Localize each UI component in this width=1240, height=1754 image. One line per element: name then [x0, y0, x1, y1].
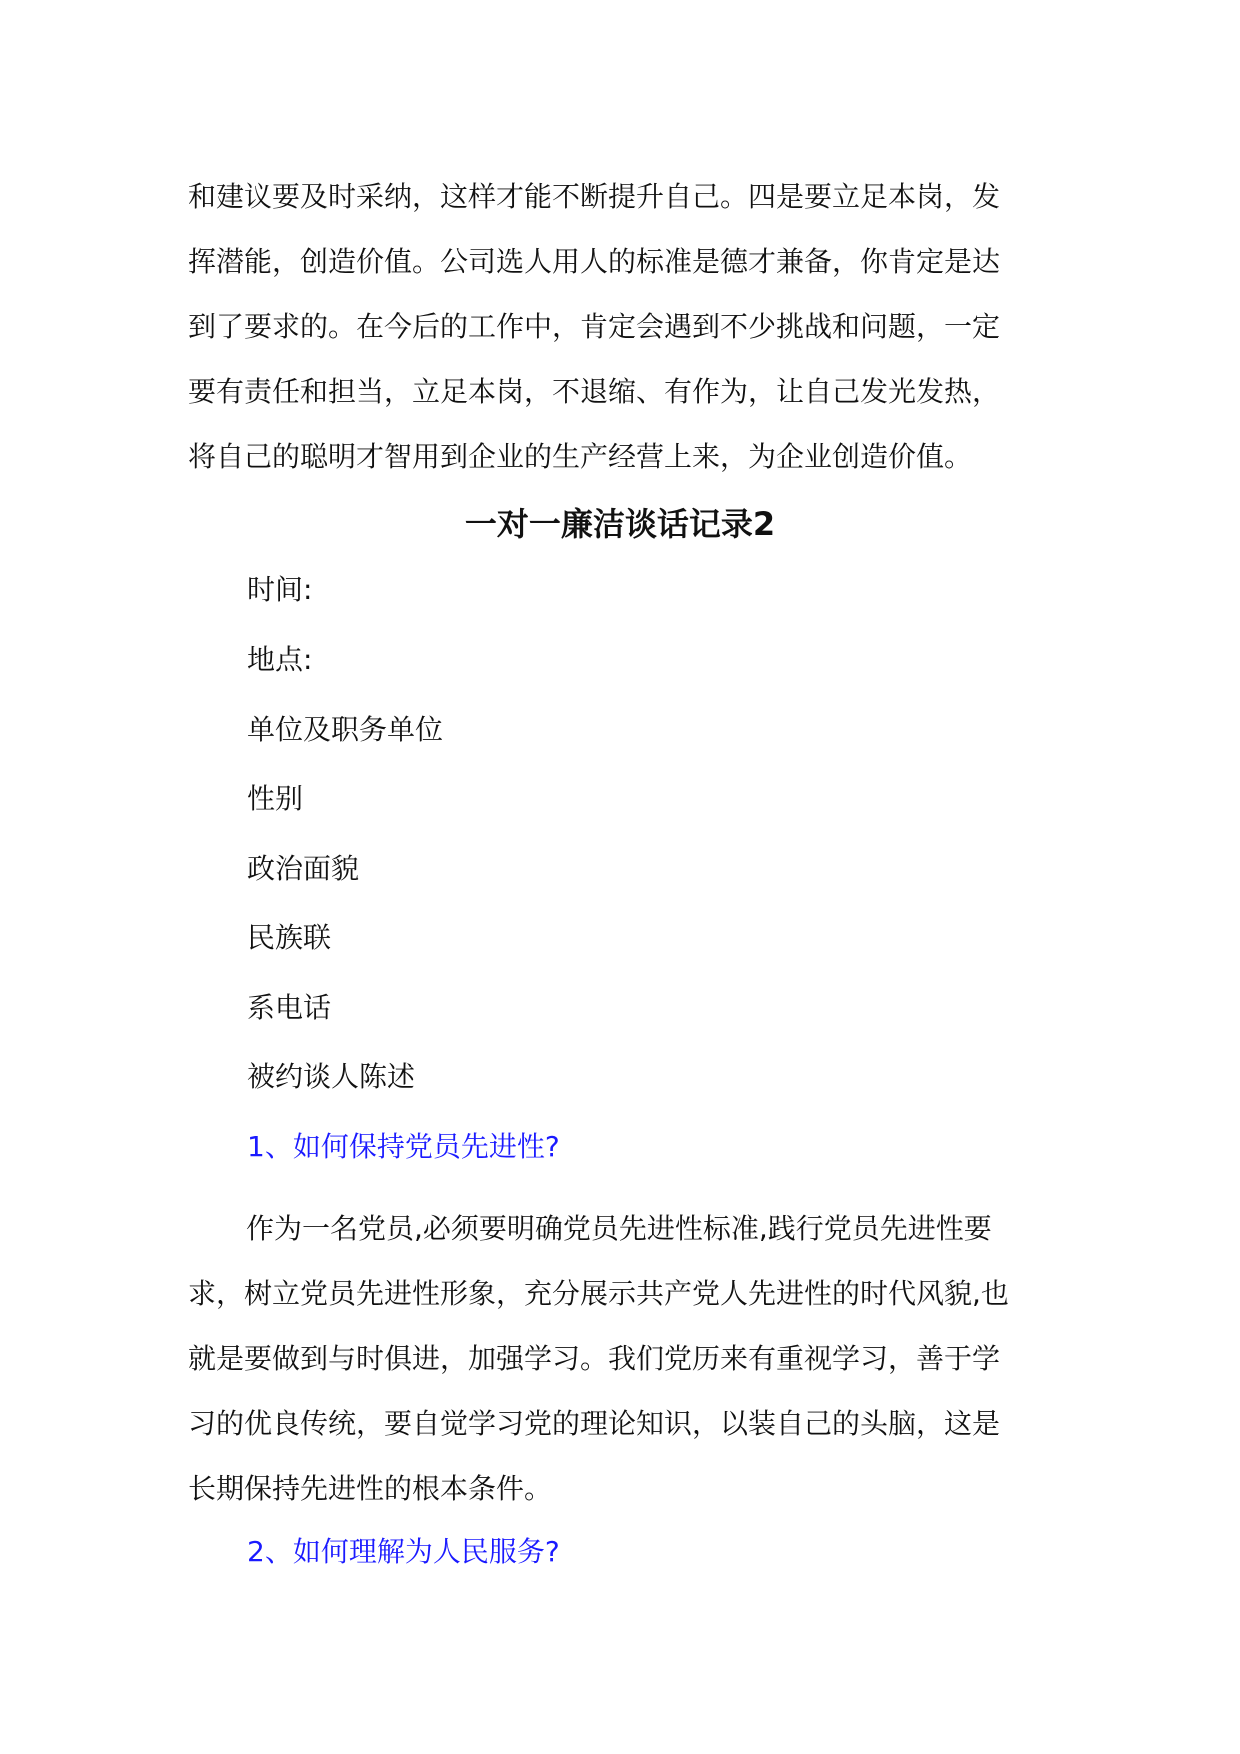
field-gender: 性别 [247, 782, 304, 815]
answer-paragraph-1 [188, 1196, 1058, 1521]
answer-line: 就是要做到与时俱进，加强学习。我们党历来有重视学习，善于学 [188, 1342, 1001, 1375]
intro-line: 和建议要及时采纳，这样才能不断提升自己。四是要立足本岗，发 [188, 180, 1001, 213]
field-unit-position: 单位及职务单位 [247, 713, 444, 746]
answer-line: 作为一名党员,必须要明确党员先进性标准,践行党员先进性要 [246, 1212, 992, 1245]
intro-line: 要有责任和担当，立足本岗，不退缩、有作为，让自己发光发热， [188, 375, 1001, 408]
intro-line: 到了要求的。在今后的工作中，肯定会遇到不少挑战和问题，一定 [188, 310, 1001, 343]
intro-paragraph [188, 164, 1058, 489]
section-title: 一对一廉洁谈话记录2 [464, 505, 776, 543]
intro-line: 挥潜能，创造价值。公司选人用人的标准是德才兼备，你肯定是达 [188, 245, 1001, 278]
field-time: 时间: [247, 573, 313, 606]
answer-line: 长期保持先进性的根本条件。 [188, 1472, 553, 1505]
field-political-status: 政治面貌 [247, 852, 360, 885]
field-location: 地点: [247, 643, 313, 676]
question-heading-2: 2、如何理解为人民服务? [247, 1535, 560, 1568]
field-ethnicity: 民族联 [247, 921, 332, 954]
answer-line: 求，树立党员先进性形象，充分展示共产党人先进性的时代风貌,也 [188, 1277, 1009, 1310]
field-statement: 被约谈人陈述 [247, 1060, 416, 1093]
intro-line: 将自己的聪明才智用到企业的生产经营上来，为企业创造价值。 [188, 440, 973, 473]
field-phone: 系电话 [247, 991, 332, 1024]
question-heading-1: 1、如何保持党员先进性? [247, 1130, 560, 1163]
answer-line: 习的优良传统，要自觉学习党的理论知识，以装自己的头脑，这是 [188, 1407, 1001, 1440]
